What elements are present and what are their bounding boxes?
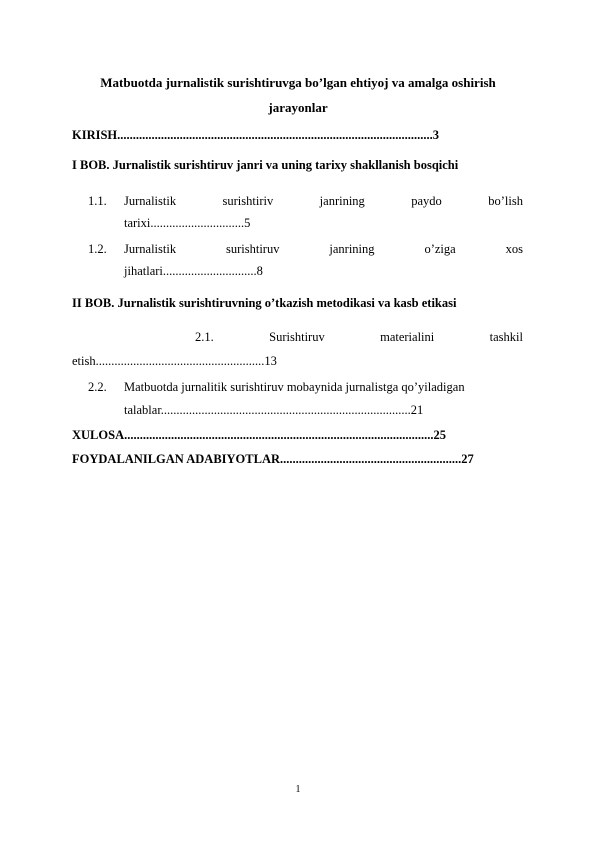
toc-word: 2.1.: [195, 330, 214, 344]
toc-item-2-1-continuation: etish......................................................13: [72, 354, 277, 368]
toc-word: xos: [505, 242, 523, 256]
toc-word: paydo: [411, 194, 442, 208]
toc-item-1-1-number: 1.1.: [88, 194, 107, 208]
toc-kirish: KIRISH.....................................................................................................3: [72, 128, 440, 142]
toc-item-2-2-continuation: talablar................................................................................21: [124, 403, 424, 417]
toc-word: surishtiruv: [226, 242, 280, 256]
toc-word: surishtiriv: [222, 194, 274, 208]
toc-word: tashkil: [489, 330, 523, 344]
document-title: Matbuotda jurnalistik surishtiruvga bo’lgan ehtiyoj va amalga oshirish jarayonlar: [100, 75, 496, 115]
toc-item-2-2-number: 2.2.: [88, 380, 107, 394]
toc-item-2-1: [195, 330, 523, 345]
toc-chapter-2: II BOB. Jurnalistik surishtiruvning o’tkazish metodikasi va kasb etikasi: [72, 296, 457, 310]
toc-word: o’ziga: [424, 242, 456, 256]
toc-chapter-1: I BOB. Jurnalistik surishtiruv janri va uning tarixy shakllanish bosqichi: [72, 158, 459, 172]
toc-item-2-2: Matbuotda jurnalitik surishtiruv mobaynida jurnalistga qo’yiladigan: [124, 380, 465, 394]
toc-word: Jurnalistik: [124, 242, 177, 256]
toc-word: janrining: [319, 194, 365, 208]
toc-item-1-1: [124, 194, 523, 209]
toc-adabiyotlar: FOYDALANILGAN ADABIYOTLAR..........................................................27: [72, 452, 474, 466]
toc-item-1-1-continuation: tarixi..............................5: [124, 216, 251, 230]
page-number: 1: [295, 784, 301, 795]
toc-item-1-2-continuation: jihatlari..............................8: [124, 264, 263, 278]
toc-word: janrining: [329, 242, 375, 256]
toc-word: Surishtiruv: [269, 330, 325, 344]
toc-item-1-2: [124, 242, 523, 257]
toc-word: materialini: [380, 330, 435, 344]
toc-word: Jurnalistik: [124, 194, 177, 208]
toc-xulosa: XULOSA...................................................................................................25: [72, 428, 446, 442]
toc-word: bo’lish: [488, 194, 523, 208]
toc-item-1-2-number: 1.2.: [88, 242, 107, 256]
